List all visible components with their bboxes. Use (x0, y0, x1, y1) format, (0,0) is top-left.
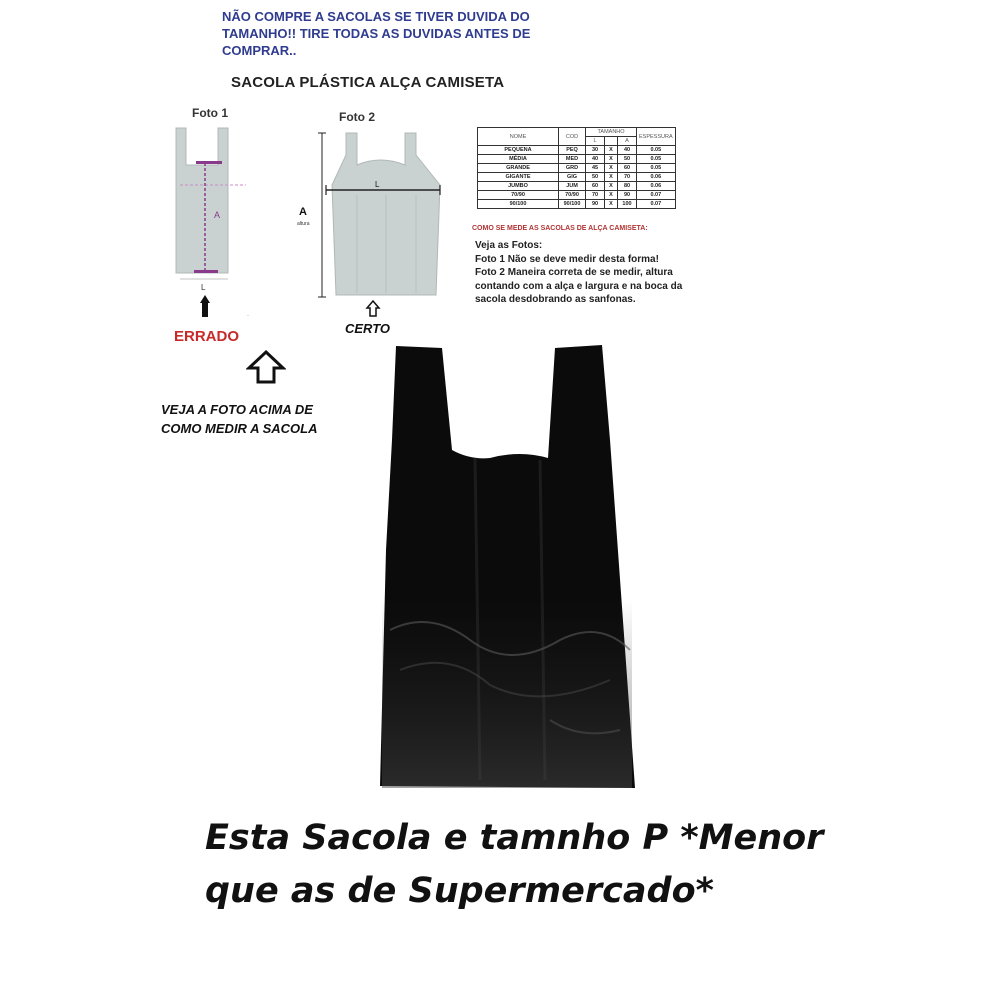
measure-title: COMO SE MEDE AS SACOLAS DE ALÇA CAMISETA: (472, 225, 648, 232)
table-header-row (478, 128, 676, 137)
foto1-label: Foto 1 (192, 106, 228, 120)
measure-instructions (475, 239, 690, 307)
instructions-line-2: Foto 1 Não se deve medir desta forma! (475, 253, 659, 265)
measure-note: VEJA A FOTO ACIMA DE COMO MEDIR A SACOLA (161, 402, 318, 436)
errado-label: ERRADO (174, 328, 240, 345)
col-a: A (618, 137, 637, 146)
col-l: L (586, 137, 605, 146)
up-arrow-icon (246, 349, 286, 385)
table-row: PEQUENA PEQ 30 X 40 0.05 (478, 146, 676, 155)
foto2-dim-a-sub: altura (297, 221, 310, 227)
foto1-bag-illustration (176, 128, 228, 273)
black-bag-photo (370, 340, 645, 800)
col-tamanho: TAMANHO (586, 128, 637, 137)
table-row: 70/90 70/90 70 X 90 0.07 (478, 191, 676, 200)
col-espessura: ESPESSURA (637, 128, 676, 146)
foto2-dim-l: L (375, 180, 380, 189)
foto2-up-arrow-icon (367, 301, 379, 316)
foto2-dim-a: A (299, 206, 307, 218)
foto1-pointer-icon (200, 295, 210, 317)
table-row: GRANDE GRD 45 X 60 0.05 (478, 164, 676, 173)
main-title: SACOLA PLÁSTICA ALÇA CAMISETA (231, 74, 505, 91)
certo-label: CERTO (345, 321, 391, 336)
foto1-dim-a: A (214, 210, 221, 220)
table-row: JUMBO JUM 60 X 80 0.06 (478, 182, 676, 191)
table-row: GIGANTE GIG 50 X 70 0.06 (478, 173, 676, 182)
table-row: 90/100 90/100 90 X 100 0.07 (478, 200, 676, 209)
measurement-diagrams (150, 115, 460, 325)
foto2-label: Foto 2 (339, 110, 375, 124)
warning-text: NÃO COMPRE A SACOLAS SE TIVER DUVIDA DO TAMANHO!! TIRE TODAS AS DUVIDAS ANTES DE COMPRAR.. (222, 9, 531, 58)
foto1-dim-l: L (201, 283, 206, 292)
svg-text:·: · (247, 313, 249, 319)
table-row: MÉDIA MED 40 X 50 0.05 (478, 155, 676, 164)
instructions-line-1: Veja as Fotos: (475, 240, 543, 251)
product-caption: Esta Sacola e tamnho P *Menor que as de Supermercado* (205, 818, 824, 911)
col-nome: NOME (478, 128, 559, 146)
col-cod: COD (559, 128, 586, 146)
size-table (477, 127, 676, 209)
instructions-line-3: Foto 2 Maneira correta de se medir, altura contando com a alça e largura e na boca da sacola desdobrando as sanfonas. (475, 267, 683, 305)
